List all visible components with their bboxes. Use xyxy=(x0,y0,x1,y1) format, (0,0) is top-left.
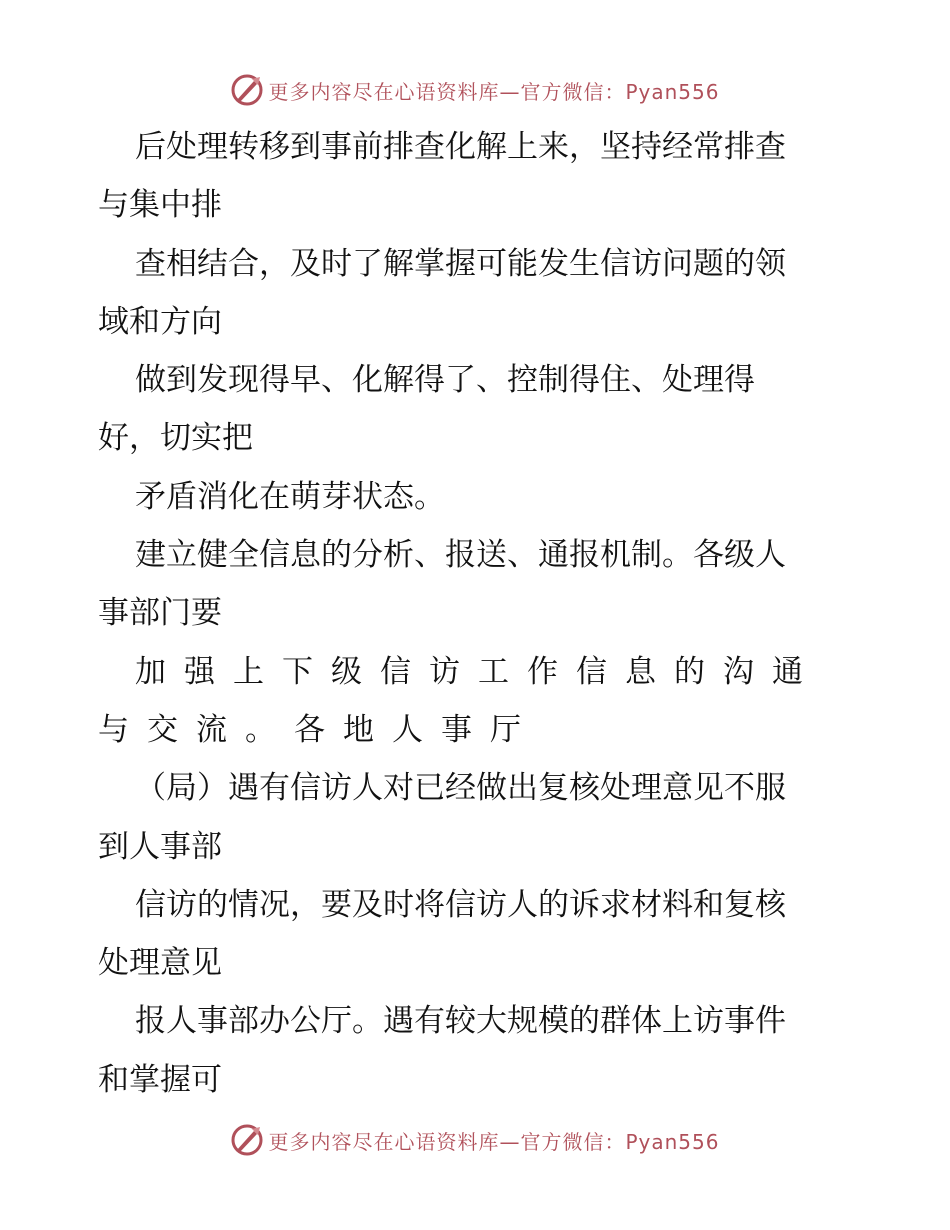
watermark-text: 更多内容尽在心语资料库—官方微信：Pyan556 xyxy=(268,1129,720,1154)
text-line: 后处理转移到事前排查化解上来，坚持经常排查 xyxy=(135,129,786,165)
text-line: 到人事部 xyxy=(98,828,222,865)
text-line: 与交流。各地人事厅 xyxy=(98,711,539,748)
document-body xyxy=(98,118,858,1109)
text-line: 加强上下级信访工作信息的沟通 xyxy=(135,653,821,690)
text-line: 处理意见 xyxy=(98,945,222,982)
text-line: （局）遇有信访人对已经做出复核处理意见不服 xyxy=(135,770,786,807)
header-watermark xyxy=(0,70,950,110)
text-line: 建立健全信息的分析、报送、通报机制。各级人 xyxy=(135,537,786,574)
quill-logo-icon xyxy=(230,1123,264,1157)
text-line: 与集中排 xyxy=(98,187,222,224)
text-line: 域和方向 xyxy=(98,303,222,340)
text-line: 信访的情况，要及时将信访人的诉求材料和复核 xyxy=(135,886,786,923)
text-line: 好，切实把 xyxy=(98,420,253,457)
footer-watermark xyxy=(0,1120,950,1160)
text-line: 报人事部办公厅。遇有较大规模的群体上访事件 xyxy=(135,1003,786,1040)
text-line: 和掌握可 xyxy=(98,1061,222,1098)
quill-logo-icon xyxy=(230,73,264,107)
text-line: 查相结合，及时了解掌握可能发生信访问题的领 xyxy=(135,245,786,282)
text-line: 做到发现得早、化解得了、控制得住、处理得 xyxy=(135,362,755,399)
text-line: 事部门要 xyxy=(98,595,222,632)
text-line: 矛盾消化在萌芽状态。 xyxy=(135,478,445,515)
watermark-text: 更多内容尽在心语资料库—官方微信：Pyan556 xyxy=(268,79,720,104)
